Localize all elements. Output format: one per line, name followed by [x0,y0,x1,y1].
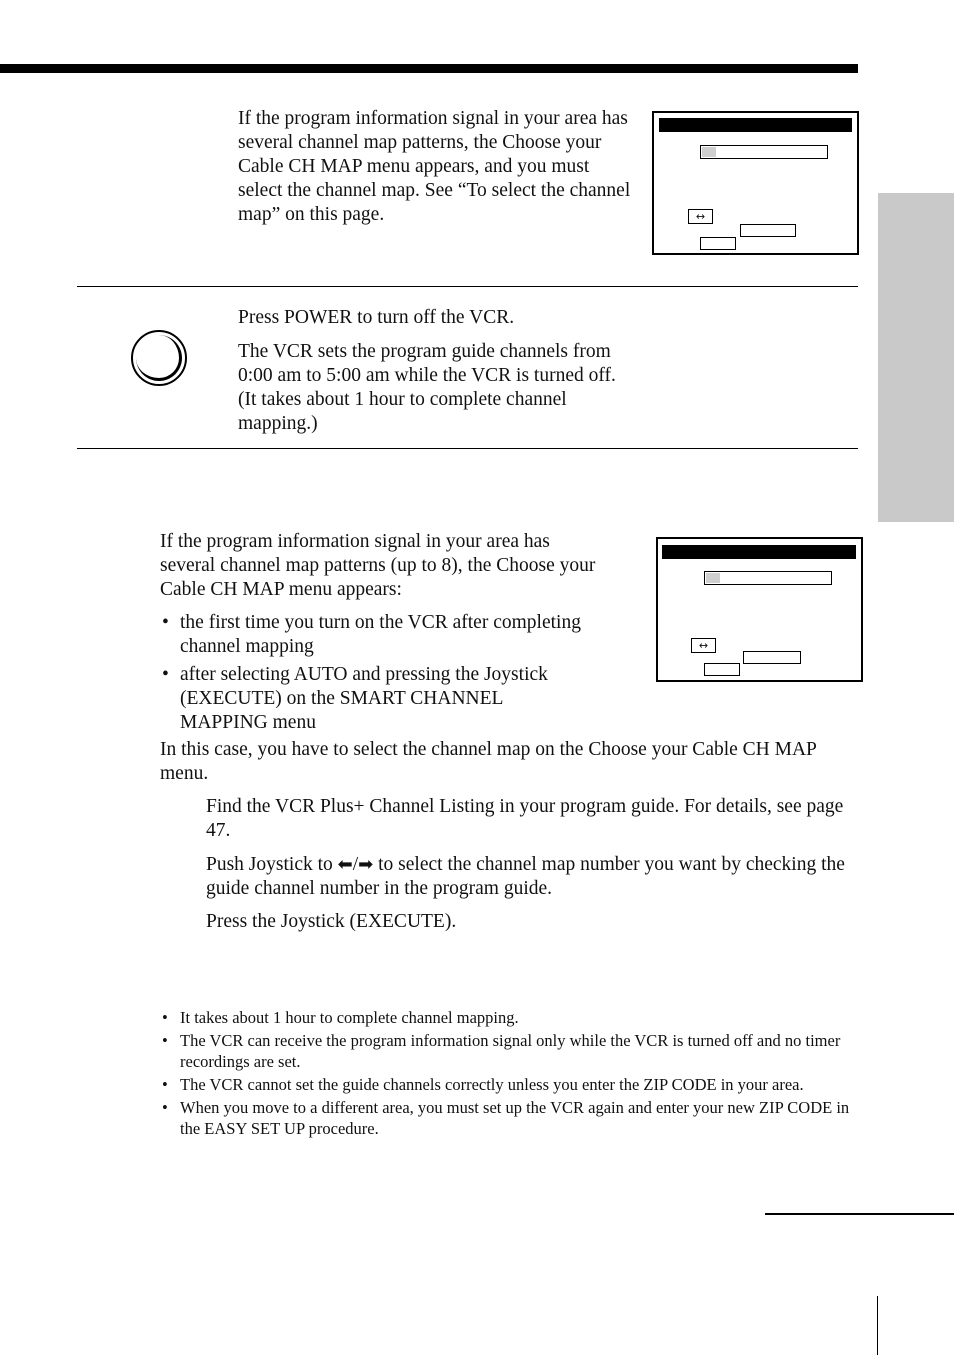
continued-rule [765,1213,954,1215]
select-intro: If the program information signal in your area has several channel map patterns (up to 8), the Choose your Cable CH MAP menu appears: [160,531,596,600]
slash: / [352,854,359,875]
power-button-icon [131,330,187,386]
screen-title-bar [662,545,856,559]
list-item: • after selecting AUTO and pressing the Joystick (EXECUTE) on the SMART CHANNEL MAPPING menu [160,663,590,735]
select-step-3: Press the Joystick (EXECUTE). [206,911,457,932]
list-item: • It takes about 1 hour to complete channel mapping. [160,1007,855,1028]
select-step-2 [206,853,856,901]
case-text: In this case, you have to select the channel map on the Choose your Cable CH MAP menu. [160,739,817,784]
condition-list [160,611,590,735]
power-step-line1: Press POWER to turn off the VCR. [238,307,515,328]
top-rule [0,64,858,73]
section-tab [878,193,954,522]
left-arrow-icon: ⬅ [337,854,353,875]
right-arrow-icon: ➡ [358,854,374,875]
divider [77,448,858,449]
screen-field [704,571,832,585]
tv-screen-illustration-2 [656,537,863,682]
left-right-arrow-icon: ↔ [688,209,713,224]
screen-title-bar [659,118,852,132]
power-step-line2: The VCR sets the program guide channels from 0:00 am to 5:00 am while the VCR is turned off. (It takes about 1 hour to complete channel mapping.) [238,341,616,434]
list-item: • the first time you turn on the VCR after completing channel mapping [160,611,590,659]
page-edge-rule [877,1296,878,1355]
notes-list [160,1007,855,1141]
list-item: • The VCR can receive the program information signal only while the VCR is turned off and no timer recordings are set. [160,1030,855,1072]
screen-button-box [704,663,740,676]
tv-screen-illustration-1 [652,111,859,255]
screen-button-box [700,237,736,250]
screen-value-box [740,224,796,237]
divider [77,286,858,287]
list-item: • The VCR cannot set the guide channels correctly unless you enter the ZIP CODE in your area. [160,1074,855,1095]
screen-value-box [743,651,801,664]
channel-map-step-text: If the program information signal in your area has several channel map patterns, the Choose your Cable CH MAP menu appears, and you must select the channel map. See “To select the channel map” on this page. [238,108,631,225]
step2-suffix: to select the channel map number you want by checking the guide channel number in the program guide. [206,854,845,899]
left-right-arrow-icon: ↔ [691,638,716,653]
select-step-1: Find the VCR Plus+ Channel Listing in your program guide. For details, see page 47. [206,796,844,841]
step2-prefix: Push Joystick to [206,854,333,875]
list-item: • When you move to a different area, you must set up the VCR again and enter your new ZIP CODE in the EASY SET UP procedure. [160,1097,855,1139]
screen-field [700,145,828,159]
